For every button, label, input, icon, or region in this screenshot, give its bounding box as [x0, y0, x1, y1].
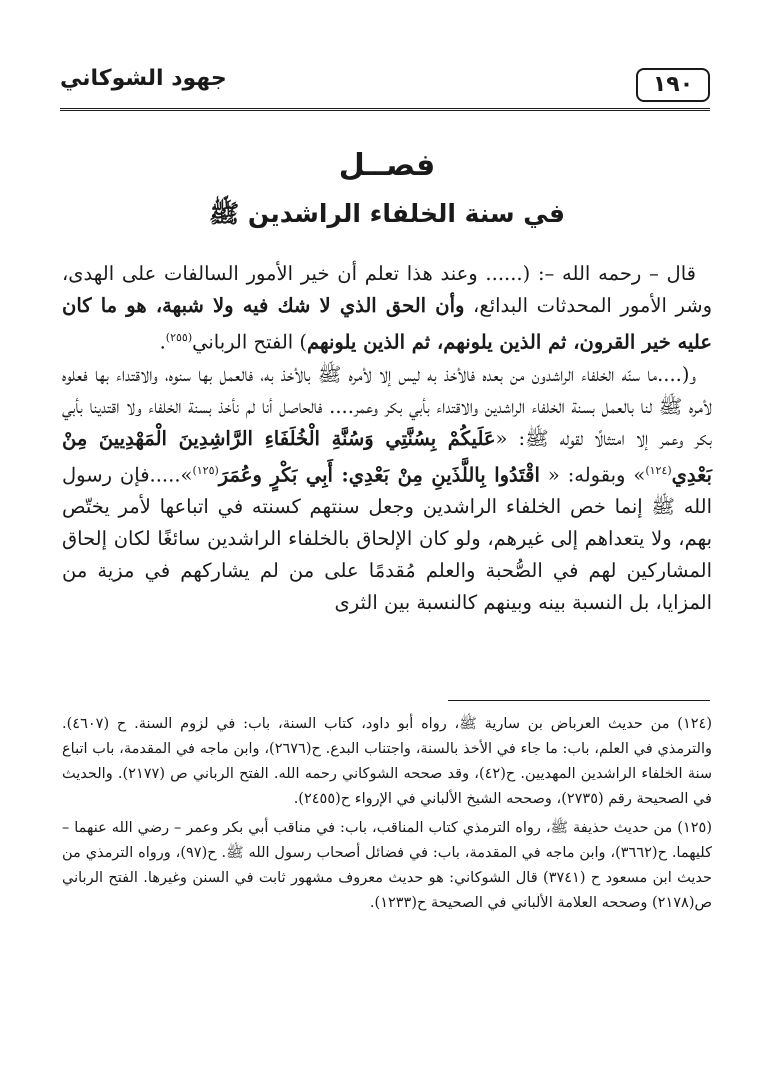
p2-text-a: و(....ما سنّه الخلفاء الراشدون من بعده فالأخذ به ليس إلا لأمره ﷺ بالأخذ به، فالعمل بها سنوه، والاقتداء بها فعلوه لأمره ﷺ لنا بالعمل بسنة الخلفاء الراشدين والاقتداء بأبي بكر وعمر.... فالحاصل أنا لم نأخذ بسنة الخلفاء ولا اقتدينا بأبي بكر وعمر إلا امتثالًا لقوله ﷺ: « [62, 362, 712, 450]
page-number: ١٩٠ [636, 68, 710, 102]
p2-text-b: » وبقوله: « [539, 463, 646, 486]
hadith-quote-1: عَلَيكُمْ بِسُنَّتِي وَسُنَّةِ الْخُلَفَاءِ الرَّاشِدِينَ الْمَهْدِيينَ مِنْ بَعْدِي [62, 426, 712, 486]
paragraph-2 [62, 359, 712, 620]
p1-bold-text: وأن الحق الذي لا شك فيه ولا شبهة، هو ما كان عليه خير القرون، ثم الذين يلونهم، ثم الذين يلونهم [62, 294, 712, 354]
hadith-quote-2: اقْتَدُوا بِاللَّذَينِ مِنْ بَعْدِي: أَبِي بَكْرٍ وعُمَرَ [218, 463, 540, 486]
footnote-124: (١٢٤) من حديث العرباض بن سارية ﷺ، رواه أبو داود، كتاب السنة، باب: في لزوم السنة. ح (٤٦٠٧). والترمذي في العلم، باب: ما جاء في الأخذ بالسنة، واجتناب البدع. ح(٢٦٧٦)، وابن ماجه في المقدمة، باب اتباع سنة الخلفاء الراشدين المهديين. ح(٤٢)، وقد صححه الشوكاني رحمه الله. الفتح الرباني ص (٢١٧٧). والحديث في الصحيحة رقم (٢٧٣٥)، وصححه الشيخ الألباني في الإرواء ح(٢٤٥٥). [62, 716, 712, 807]
footnote-125: (١٢٥) من حديث حذيفة ﷺ، رواه الترمذي كتاب المناقب، باب: في مناقب أبي بكر وعمر – رضي الله عنهما – كليهما. ح(٣٦٦٢)، وابن ماجه في المقدمة، باب: في فضائل أصحاب رسول الله ﷺ. ح(٩٧)، ورواه الترمذي من حديث ابن مسعود ح (٣٧٤١) قال الشوكاني: هو حديث معروف مشهور ثابت في السنن وغيرها. الفتح الرباني ص(٢١٧٨) وصححه العلامة الألباني في الصحيحة ح(١٢٣٣). [62, 820, 712, 911]
page-header [60, 66, 710, 110]
footnotes [62, 712, 712, 920]
p1-text-a: قال – رحمه الله –: (...... وعند هذا تعلم أن خير الأمور السالفات على الهدى، وشر الأمور المحدثات البدائع، [62, 262, 712, 317]
body-text [62, 258, 712, 619]
p1-reference: (٢٥٥) [165, 331, 193, 344]
p1-text-b: ) الفتح الرباني [192, 330, 307, 354]
running-title: جهود الشوكاني [60, 66, 227, 91]
footnote-ref-125: (١٢٥) [192, 463, 219, 477]
section-title: فصــل [338, 148, 436, 183]
footnote-ref-124: (١٢٤) [645, 463, 672, 477]
p2-text-c: ».....فإن رسول الله ﷺ إنما خص الخلفاء الراشدين وجعل سنتهم كسنته في اتباعها لأمر يختّص بهم، ولا يتعداهم إلى غيرهم، ولو كان الإلحاق بالخلفاء الراشدين سائغًا لكان إلحاق المشاركين لهم في الصُّحبة والعلم مُقدمًا على من لم يشاركهم في مزية من المزايا، بل النسبة بينه وبينهم كالنسبة بين الثرى [62, 463, 712, 614]
header-divider [60, 108, 710, 111]
p1-end: . [159, 330, 166, 354]
footnote-divider [448, 700, 710, 701]
paragraph-1 [62, 258, 712, 359]
section-subtitle: في سنة الخلفاء الراشدين ﷺ [209, 199, 565, 228]
